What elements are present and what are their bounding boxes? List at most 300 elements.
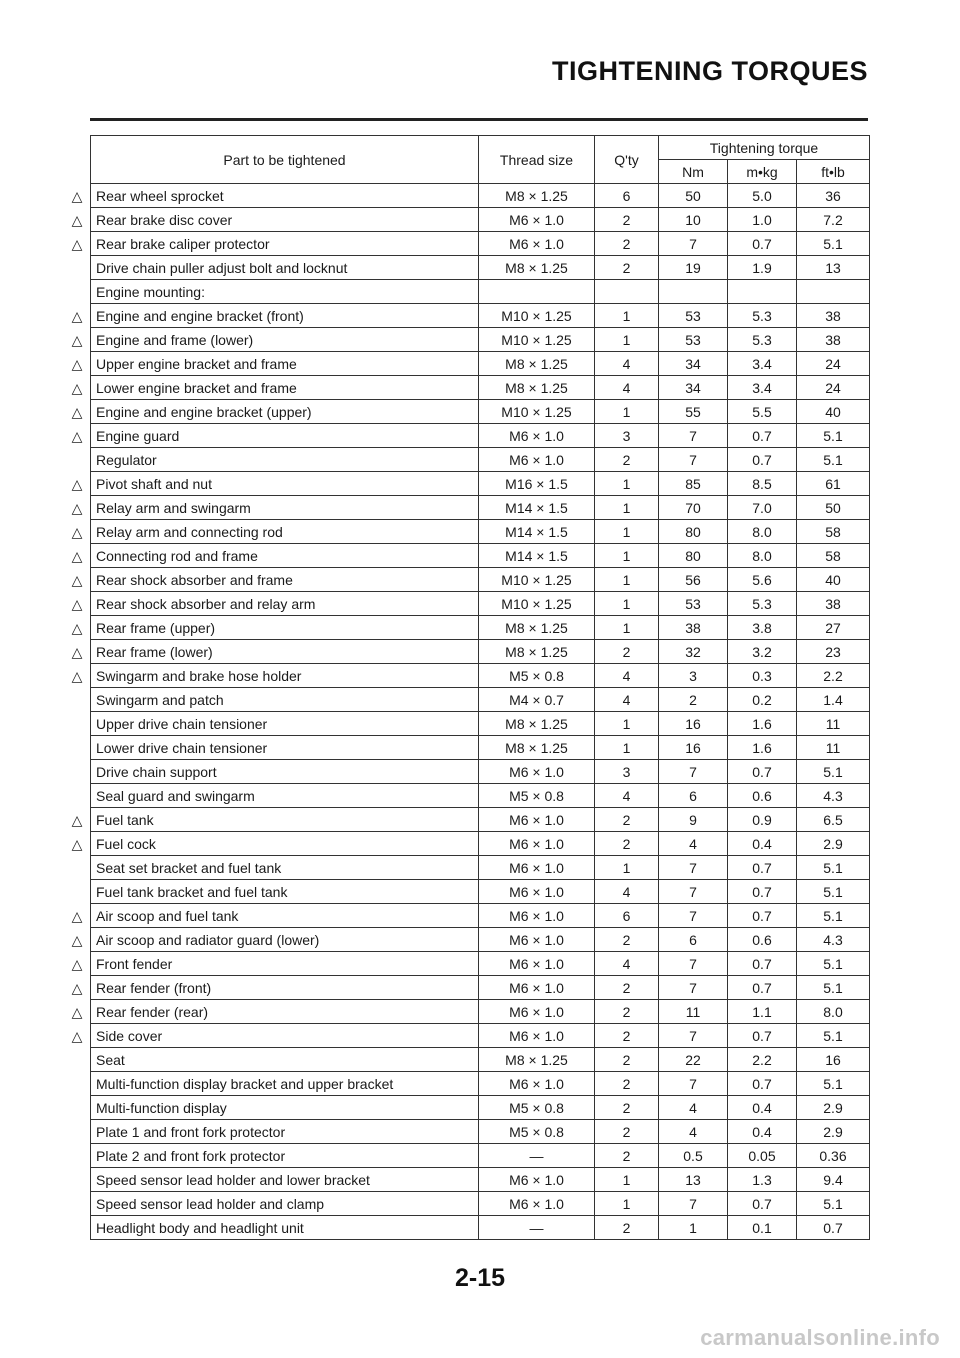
torque-table (90, 135, 870, 1240)
cell-nm: 10 (659, 208, 728, 232)
table-row (91, 208, 870, 232)
cell-ftlb: 24 (797, 376, 870, 400)
cell-qty: 2 (595, 832, 659, 856)
cell-qty: 2 (595, 1024, 659, 1048)
table-row (91, 952, 870, 976)
cell-qty: 4 (595, 664, 659, 688)
cell-mkg: 0.3 (728, 664, 797, 688)
cell-part: Rear fender (rear) (91, 1000, 479, 1024)
cell-thread-size: M8 × 1.25 (479, 352, 595, 376)
cell-thread-size: M6 × 1.0 (479, 1072, 595, 1096)
cell-nm: 1 (659, 1216, 728, 1240)
triangle-marker-icon: △ (71, 379, 83, 396)
cell-qty: 1 (595, 304, 659, 328)
cell-thread-size: M6 × 1.0 (479, 904, 595, 928)
cell-qty: 2 (595, 1144, 659, 1168)
cell-part: Rear fender (front) (91, 976, 479, 1000)
header-tightening-torque: Tightening torque (659, 136, 870, 160)
cell-nm (659, 280, 728, 304)
triangle-marker-icon: △ (71, 619, 83, 636)
cell-thread-size: M16 × 1.5 (479, 472, 595, 496)
cell-thread-size: M6 × 1.0 (479, 208, 595, 232)
cell-mkg: 5.3 (728, 592, 797, 616)
cell-ftlb: 5.1 (797, 1192, 870, 1216)
triangle-marker-icon: △ (71, 643, 83, 660)
cell-qty: 1 (595, 1168, 659, 1192)
cell-qty: 4 (595, 952, 659, 976)
cell-qty: 2 (595, 808, 659, 832)
cell-mkg: 0.7 (728, 880, 797, 904)
cell-thread-size: M8 × 1.25 (479, 616, 595, 640)
table-row (91, 280, 870, 304)
cell-qty: 2 (595, 640, 659, 664)
table-row (91, 808, 870, 832)
cell-mkg: 5.5 (728, 400, 797, 424)
cell-part: Speed sensor lead holder and clamp (91, 1192, 479, 1216)
cell-nm: 11 (659, 1000, 728, 1024)
cell-ftlb (797, 280, 870, 304)
triangle-marker-icon: △ (71, 547, 83, 564)
cell-ftlb: 0.7 (797, 1216, 870, 1240)
cell-nm: 34 (659, 352, 728, 376)
cell-ftlb: 36 (797, 184, 870, 208)
cell-nm: 7 (659, 424, 728, 448)
cell-qty: 1 (595, 544, 659, 568)
cell-mkg: 0.6 (728, 928, 797, 952)
cell-qty: 2 (595, 448, 659, 472)
cell-part: Engine and engine bracket (upper) (91, 400, 479, 424)
cell-qty (595, 280, 659, 304)
cell-nm: 56 (659, 568, 728, 592)
cell-part: Upper engine bracket and frame (91, 352, 479, 376)
cell-ftlb: 40 (797, 400, 870, 424)
triangle-marker-icon: △ (71, 427, 83, 444)
triangle-marker-icon: △ (71, 307, 83, 324)
cell-nm: 7 (659, 1024, 728, 1048)
cell-thread-size: M6 × 1.0 (479, 832, 595, 856)
cell-part: Engine and engine bracket (front) (91, 304, 479, 328)
cell-ftlb: 40 (797, 568, 870, 592)
cell-nm: 53 (659, 328, 728, 352)
cell-part: Rear shock absorber and frame (91, 568, 479, 592)
cell-qty: 1 (595, 616, 659, 640)
cell-part: Lower engine bracket and frame (91, 376, 479, 400)
cell-thread-size: M6 × 1.0 (479, 976, 595, 1000)
cell-nm: 7 (659, 976, 728, 1000)
cell-qty: 2 (595, 1072, 659, 1096)
cell-ftlb: 2.9 (797, 832, 870, 856)
cell-thread-size: — (479, 1144, 595, 1168)
cell-thread-size: M14 × 1.5 (479, 496, 595, 520)
cell-mkg: 2.2 (728, 1048, 797, 1072)
cell-mkg: 8.5 (728, 472, 797, 496)
table-row (91, 352, 870, 376)
cell-thread-size: — (479, 1216, 595, 1240)
cell-thread-size: M6 × 1.0 (479, 232, 595, 256)
cell-part: Air scoop and radiator guard (lower) (91, 928, 479, 952)
triangle-marker-icon: △ (71, 499, 83, 516)
table-row (91, 640, 870, 664)
page-number: 2-15 (454, 1264, 506, 1292)
cell-nm: 85 (659, 472, 728, 496)
cell-thread-size: M6 × 1.0 (479, 1024, 595, 1048)
cell-part: Engine mounting: (91, 280, 479, 304)
cell-nm: 7 (659, 856, 728, 880)
cell-ftlb: 2.9 (797, 1120, 870, 1144)
cell-mkg: 0.4 (728, 1096, 797, 1120)
cell-part: Seat set bracket and fuel tank (91, 856, 479, 880)
table-body (91, 184, 870, 1240)
table-row (91, 832, 870, 856)
cell-mkg: 3.4 (728, 352, 797, 376)
cell-mkg: 1.6 (728, 712, 797, 736)
cell-nm: 55 (659, 400, 728, 424)
cell-nm: 7 (659, 904, 728, 928)
cell-ftlb: 38 (797, 592, 870, 616)
cell-ftlb: 11 (797, 736, 870, 760)
cell-qty: 3 (595, 760, 659, 784)
table-row (91, 856, 870, 880)
cell-part: Swingarm and patch (91, 688, 479, 712)
cell-part: Swingarm and brake hose holder (91, 664, 479, 688)
cell-mkg: 0.7 (728, 424, 797, 448)
cell-nm: 7 (659, 880, 728, 904)
cell-nm: 2 (659, 688, 728, 712)
cell-part: Headlight body and headlight unit (91, 1216, 479, 1240)
cell-ftlb: 8.0 (797, 1000, 870, 1024)
table-row (91, 688, 870, 712)
cell-qty: 6 (595, 184, 659, 208)
cell-nm: 32 (659, 640, 728, 664)
cell-ftlb: 5.1 (797, 904, 870, 928)
table-row (91, 568, 870, 592)
cell-thread-size: M10 × 1.25 (479, 568, 595, 592)
cell-thread-size: M8 × 1.25 (479, 256, 595, 280)
triangle-marker-icon: △ (71, 667, 83, 684)
cell-part: Seat (91, 1048, 479, 1072)
triangle-marker-icon: △ (71, 331, 83, 348)
cell-nm: 80 (659, 520, 728, 544)
cell-mkg: 0.7 (728, 976, 797, 1000)
cell-nm: 9 (659, 808, 728, 832)
cell-thread-size: M5 × 0.8 (479, 1120, 595, 1144)
table-row (91, 1096, 870, 1120)
cell-part: Pivot shaft and nut (91, 472, 479, 496)
table-row (91, 1000, 870, 1024)
table-row (91, 616, 870, 640)
cell-thread-size: M6 × 1.0 (479, 928, 595, 952)
cell-mkg: 0.1 (728, 1216, 797, 1240)
cell-nm: 53 (659, 592, 728, 616)
cell-part: Regulator (91, 448, 479, 472)
triangle-marker-icon: △ (71, 403, 83, 420)
table-row (91, 1168, 870, 1192)
triangle-marker-icon: △ (71, 355, 83, 372)
cell-part: Plate 2 and front fork protector (91, 1144, 479, 1168)
cell-thread-size: M6 × 1.0 (479, 952, 595, 976)
cell-qty: 2 (595, 1216, 659, 1240)
cell-qty: 1 (595, 568, 659, 592)
cell-thread-size: M6 × 1.0 (479, 424, 595, 448)
cell-nm: 34 (659, 376, 728, 400)
cell-part: Relay arm and connecting rod (91, 520, 479, 544)
cell-mkg: 5.0 (728, 184, 797, 208)
table-row (91, 1216, 870, 1240)
cell-part: Multi-function display bracket and upper bracket (91, 1072, 479, 1096)
cell-part: Rear wheel sprocket (91, 184, 479, 208)
cell-mkg: 3.2 (728, 640, 797, 664)
cell-mkg: 7.0 (728, 496, 797, 520)
cell-part: Rear shock absorber and relay arm (91, 592, 479, 616)
cell-nm: 22 (659, 1048, 728, 1072)
cell-thread-size: M6 × 1.0 (479, 1000, 595, 1024)
cell-qty: 4 (595, 376, 659, 400)
cell-nm: 16 (659, 736, 728, 760)
cell-qty: 2 (595, 232, 659, 256)
cell-nm: 4 (659, 1120, 728, 1144)
cell-ftlb: 16 (797, 1048, 870, 1072)
cell-qty: 2 (595, 256, 659, 280)
cell-nm: 4 (659, 1096, 728, 1120)
cell-qty: 1 (595, 592, 659, 616)
cell-part: Engine and frame (lower) (91, 328, 479, 352)
cell-qty: 1 (595, 856, 659, 880)
triangle-marker-icon: △ (71, 235, 83, 252)
cell-part: Fuel tank bracket and fuel tank (91, 880, 479, 904)
table-row (91, 472, 870, 496)
cell-thread-size: M10 × 1.25 (479, 400, 595, 424)
cell-ftlb: 5.1 (797, 1072, 870, 1096)
cell-mkg: 0.7 (728, 856, 797, 880)
table-row (91, 544, 870, 568)
triangle-marker-icon: △ (71, 955, 83, 972)
table-row (91, 1048, 870, 1072)
title-rule (90, 118, 868, 121)
cell-thread-size: M6 × 1.0 (479, 808, 595, 832)
cell-ftlb: 61 (797, 472, 870, 496)
triangle-marker-icon: △ (71, 979, 83, 996)
cell-part: Fuel cock (91, 832, 479, 856)
cell-mkg: 0.05 (728, 1144, 797, 1168)
table-row (91, 880, 870, 904)
table-row (91, 256, 870, 280)
cell-mkg: 3.8 (728, 616, 797, 640)
cell-nm: 19 (659, 256, 728, 280)
cell-thread-size: M8 × 1.25 (479, 640, 595, 664)
cell-qty: 1 (595, 736, 659, 760)
cell-ftlb: 7.2 (797, 208, 870, 232)
cell-ftlb: 5.1 (797, 880, 870, 904)
triangle-marker-icon: △ (71, 835, 83, 852)
triangle-marker-icon: △ (71, 931, 83, 948)
cell-ftlb: 23 (797, 640, 870, 664)
table-row (91, 712, 870, 736)
cell-qty: 2 (595, 1048, 659, 1072)
cell-qty: 2 (595, 976, 659, 1000)
triangle-marker-icon: △ (71, 1003, 83, 1020)
cell-thread-size: M5 × 0.8 (479, 1096, 595, 1120)
cell-thread-size: M6 × 1.0 (479, 760, 595, 784)
table-row (91, 1120, 870, 1144)
cell-mkg: 0.4 (728, 1120, 797, 1144)
table-row (91, 928, 870, 952)
cell-qty: 4 (595, 880, 659, 904)
table-row (91, 328, 870, 352)
table-row (91, 976, 870, 1000)
cell-ftlb: 38 (797, 328, 870, 352)
cell-nm: 50 (659, 184, 728, 208)
cell-part: Speed sensor lead holder and lower bracket (91, 1168, 479, 1192)
cell-part: Rear brake caliper protector (91, 232, 479, 256)
cell-ftlb: 2.2 (797, 664, 870, 688)
header-ftlb: ft•lb (797, 160, 870, 184)
cell-part: Lower drive chain tensioner (91, 736, 479, 760)
cell-nm: 7 (659, 952, 728, 976)
cell-nm: 6 (659, 784, 728, 808)
cell-qty: 1 (595, 472, 659, 496)
header-qty: Q'ty (595, 136, 659, 184)
cell-ftlb: 9.4 (797, 1168, 870, 1192)
cell-nm: 3 (659, 664, 728, 688)
cell-thread-size: M8 × 1.25 (479, 1048, 595, 1072)
cell-thread-size: M10 × 1.25 (479, 592, 595, 616)
cell-mkg: 8.0 (728, 520, 797, 544)
cell-mkg: 0.2 (728, 688, 797, 712)
table-row (91, 664, 870, 688)
cell-mkg: 5.3 (728, 328, 797, 352)
cell-qty: 1 (595, 1192, 659, 1216)
cell-part: Fuel tank (91, 808, 479, 832)
table-row (91, 400, 870, 424)
cell-mkg: 1.0 (728, 208, 797, 232)
cell-ftlb: 38 (797, 304, 870, 328)
cell-qty: 4 (595, 784, 659, 808)
cell-thread-size: M8 × 1.25 (479, 712, 595, 736)
cell-mkg: 0.4 (728, 832, 797, 856)
cell-nm: 6 (659, 928, 728, 952)
cell-mkg: 1.3 (728, 1168, 797, 1192)
cell-part: Air scoop and fuel tank (91, 904, 479, 928)
cell-ftlb: 58 (797, 520, 870, 544)
cell-thread-size: M14 × 1.5 (479, 544, 595, 568)
cell-thread-size: M10 × 1.25 (479, 328, 595, 352)
cell-part: Upper drive chain tensioner (91, 712, 479, 736)
cell-nm: 80 (659, 544, 728, 568)
cell-mkg: 5.3 (728, 304, 797, 328)
cell-mkg: 1.6 (728, 736, 797, 760)
cell-ftlb: 5.1 (797, 856, 870, 880)
cell-qty: 3 (595, 424, 659, 448)
cell-mkg: 0.7 (728, 760, 797, 784)
triangle-marker-icon: △ (71, 811, 83, 828)
table-row (91, 1144, 870, 1168)
cell-thread-size (479, 280, 595, 304)
cell-qty: 1 (595, 400, 659, 424)
cell-part: Rear frame (upper) (91, 616, 479, 640)
table-row (91, 1072, 870, 1096)
cell-nm: 7 (659, 1192, 728, 1216)
cell-part: Drive chain puller adjust bolt and locknut (91, 256, 479, 280)
cell-part: Rear brake disc cover (91, 208, 479, 232)
cell-part: Plate 1 and front fork protector (91, 1120, 479, 1144)
triangle-marker-icon: △ (71, 187, 83, 204)
cell-mkg: 0.7 (728, 232, 797, 256)
cell-mkg: 1.1 (728, 1000, 797, 1024)
cell-thread-size: M5 × 0.8 (479, 664, 595, 688)
cell-mkg: 0.7 (728, 448, 797, 472)
cell-ftlb: 11 (797, 712, 870, 736)
cell-mkg: 0.7 (728, 1024, 797, 1048)
watermark: carmanualsonline.info (700, 1325, 940, 1350)
cell-thread-size: M6 × 1.0 (479, 880, 595, 904)
cell-ftlb: 5.1 (797, 952, 870, 976)
header-mkg: m•kg (728, 160, 797, 184)
cell-qty: 2 (595, 1096, 659, 1120)
cell-ftlb: 13 (797, 256, 870, 280)
cell-ftlb: 58 (797, 544, 870, 568)
cell-part: Connecting rod and frame (91, 544, 479, 568)
table-row (91, 1024, 870, 1048)
cell-nm: 16 (659, 712, 728, 736)
table-row (91, 232, 870, 256)
triangle-marker-icon: △ (71, 595, 83, 612)
triangle-marker-icon: △ (71, 211, 83, 228)
cell-thread-size: M8 × 1.25 (479, 376, 595, 400)
cell-part: Multi-function display (91, 1096, 479, 1120)
triangle-marker-icon: △ (71, 907, 83, 924)
cell-ftlb: 6.5 (797, 808, 870, 832)
table-row (91, 1192, 870, 1216)
cell-ftlb: 1.4 (797, 688, 870, 712)
cell-nm: 53 (659, 304, 728, 328)
cell-nm: 13 (659, 1168, 728, 1192)
cell-thread-size: M6 × 1.0 (479, 856, 595, 880)
cell-qty: 2 (595, 928, 659, 952)
cell-mkg: 5.6 (728, 568, 797, 592)
table-row (91, 184, 870, 208)
cell-thread-size: M10 × 1.25 (479, 304, 595, 328)
cell-thread-size: M6 × 1.0 (479, 448, 595, 472)
table-row (91, 376, 870, 400)
header-part: Part to be tightened (91, 136, 479, 184)
cell-nm: 38 (659, 616, 728, 640)
cell-part: Side cover (91, 1024, 479, 1048)
cell-qty: 1 (595, 328, 659, 352)
cell-part: Seal guard and swingarm (91, 784, 479, 808)
table-row (91, 448, 870, 472)
cell-qty: 1 (595, 712, 659, 736)
cell-mkg: 3.4 (728, 376, 797, 400)
cell-qty: 2 (595, 1000, 659, 1024)
cell-nm: 7 (659, 1072, 728, 1096)
cell-mkg (728, 280, 797, 304)
cell-nm: 7 (659, 232, 728, 256)
cell-nm: 7 (659, 448, 728, 472)
triangle-marker-icon: △ (71, 475, 83, 492)
cell-part: Drive chain support (91, 760, 479, 784)
cell-mkg: 0.9 (728, 808, 797, 832)
header-nm: Nm (659, 160, 728, 184)
cell-qty: 6 (595, 904, 659, 928)
cell-nm: 70 (659, 496, 728, 520)
table-row (91, 904, 870, 928)
cell-thread-size: M5 × 0.8 (479, 784, 595, 808)
table-row (91, 736, 870, 760)
cell-thread-size: M8 × 1.25 (479, 184, 595, 208)
cell-qty: 1 (595, 496, 659, 520)
cell-thread-size: M6 × 1.0 (479, 1168, 595, 1192)
cell-part: Relay arm and swingarm (91, 496, 479, 520)
